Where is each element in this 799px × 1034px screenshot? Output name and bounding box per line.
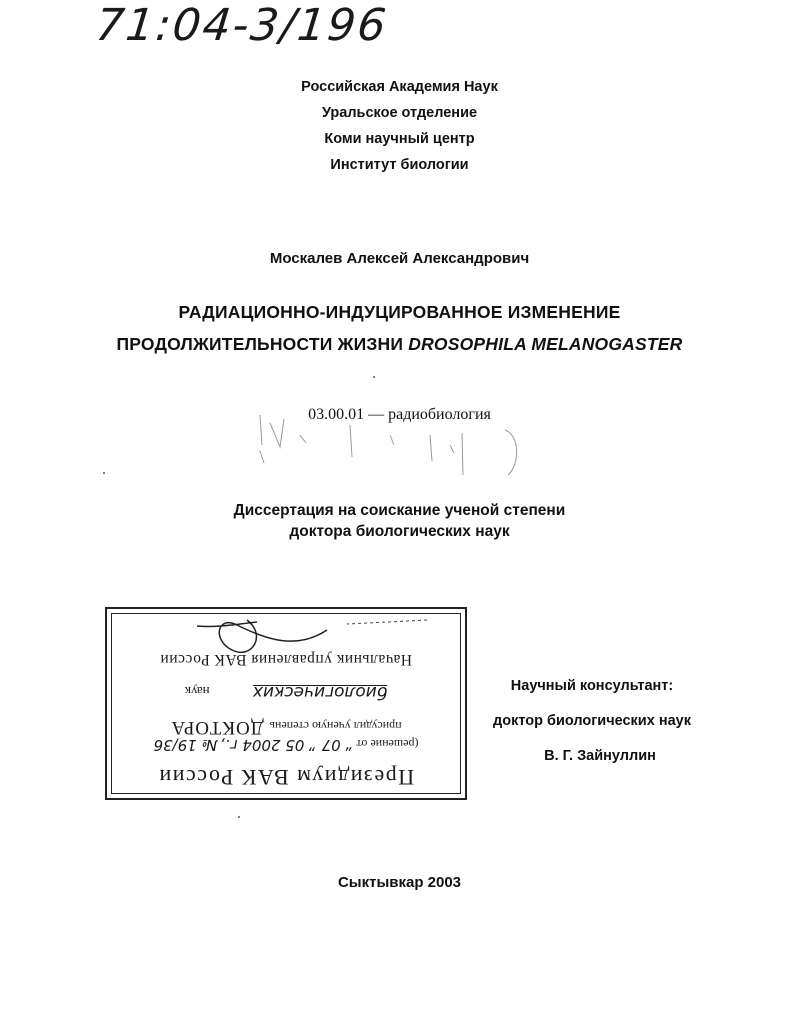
title-prefix: ПРОДОЛЖИТЕЛЬНОСТИ ЖИЗНИ — [116, 334, 409, 354]
institution-center: Коми научный центр — [324, 131, 475, 147]
institution-institute: Институт биологии — [330, 157, 469, 173]
stamp-award-text: присудил ученую степень — [269, 719, 402, 733]
stamp-decision-prefix: (решение от — [356, 737, 419, 751]
specialty-code: 03.00.01 — радиобиология — [308, 406, 491, 423]
consultant-label: Научный консультант: — [510, 678, 674, 694]
stamp-field-handwritten: биологических — [252, 682, 388, 702]
stamp-chief: Начальник управления ВАК России — [159, 651, 413, 668]
title-species: DROSOPHILA MELANOGASTER — [408, 334, 683, 354]
stamp-decision-number: № 19/36 — [153, 736, 218, 754]
city-year: Сыктывкар 2003 — [337, 874, 462, 891]
consultant-name: В. Г. Зайнуллин — [544, 748, 656, 764]
degree-line-2: доктора биологических наук — [289, 523, 510, 540]
institution-branch: Уральское отделение — [321, 105, 478, 121]
author-name: Москалев Алексей Александрович — [269, 250, 530, 267]
degree-line-1: Диссертация на соискание ученой степени — [233, 502, 566, 519]
stamp-header: Президиум ВАК России — [157, 765, 415, 790]
stamp-decision-date: “ 07 ” 05 2004 г., — [220, 736, 354, 754]
stamp-degree-word: ДОКТОРА — [170, 717, 264, 738]
stamp-field-suffix: наук — [184, 684, 210, 699]
catalog-number: 71:04-3/196 — [93, 0, 391, 51]
title-line-1: РАДИАЦИОННО-ИНДУЦИРОВАННОЕ ИЗМЕНЕНИЕ — [178, 302, 621, 322]
consultant-degree: доктор биологических наук — [493, 713, 691, 729]
institution-academy: Российская Академия Наук — [301, 79, 498, 95]
